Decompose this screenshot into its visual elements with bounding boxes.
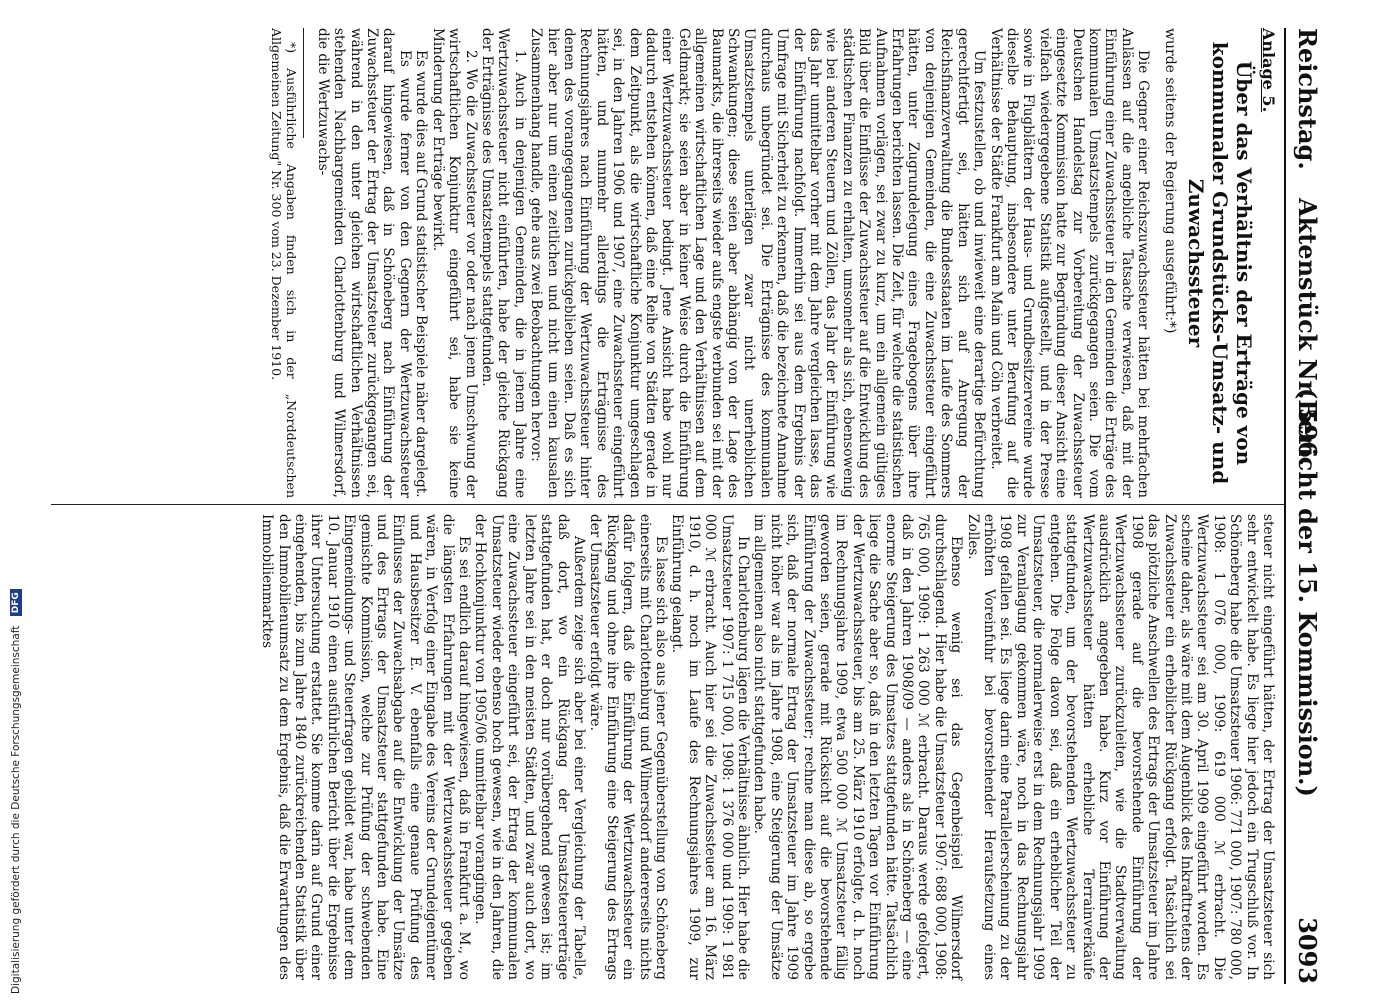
digitization-credit-text: Digitalisierung gefördert durch die Deutsche Forschungsgemeinschaft — [10, 625, 22, 994]
paragraph: Es sei endlich darauf hingewiesen, daß in Frankfurt a. M., wo die längsten Erfahrungen mit der Wertzuwachssteuer gegeben wären, in Verfolg einer Eingabe des Vereins der Grundeigentümer und Hausbesitzer E. V. ebenfalls eine genaue Prüfung des Einflusses der Zuwachsabgabe auf die Entwicklung der Umsätze und des Ertrags der Umsatzsteuer stattgefunden habe. Eine gemischte Kommission, welche zur Prüfung der schwebenden Eingemeindungs- und Steuerfragen gebildet war, habe unter dem 10. Januar 1910 einen ausführlichen Bericht über die Ergebnisse ihrer Untersuchung erstattet. Sie komme darin auf Grund einer eingehenden, bis zum Jahre 1840 zurückreichenden Statistik über den Immobilienumsatz zu dem Ergebnis, daß die Erwartungen des Immobilienmarktes — [259, 514, 473, 980]
dfg-logo: DFG — [10, 589, 22, 616]
rotated-page — [41, 4, 1336, 1004]
header-document-number: Aktenstück Nr. 596. — [1293, 198, 1322, 467]
paragraph: Ebenso wenig sei das Gegenbeispiel Wilmersdorf durchschlagend. Hier habe die Umsatzsteuer 1907: 688 000, 1908: 765 000, 1909: 1 263 000 ℳ erbracht. Daraus werde gefolgert, daß in den Jahren 1908/09 — anders als in Schöneberg — eine enorme Steigerung des Umsatzes stattgefunden hätte. Tatsächlich liege die Sache aber so, daß in den letzten Tagen vor Einführung der Wertzuwachssteuer, bis am 25. März 1910 erfolgte, d. h. noch im Rechnungsjahre 1909, etwa 500 000 ℳ Umsatzsteuer fällig geworden seien, gerade mit Rücksicht auf die bevorstehende Einführung der Zuwachssteuer; rechne man diese ab, so ergebe sich, daß der normale Ertrag der Umsatzsteuer im Jahre 1909 nicht höher war als im Jahre 1908, eine Steigerung der Umsätze im allgemeinen also nicht stattgefunden habe. — [751, 514, 965, 980]
paragraph: 1. Auch in denjenigen Gemeinden, die in jenem Jahre eine Wertzuwachssteuer nicht einführten, habe der gleiche Rückgang der Erträgnisse des Umsatzstempels stattgefunden. — [478, 28, 528, 498]
footnote: *) Ausführliche Angaben finden sich in der „Norddeutschen Allgemeinen Zeitung" Nr. 300 vom 23. Dezember 1910. — [269, 28, 300, 498]
footnote-rule — [303, 28, 304, 138]
paragraph: 2. Wo die Zuwachssteuer vor oder nach jenem Umschwung der wirtschaftlichen Konjunktur eingeführt sei, habe sie keine Minderung der Erträge bewirkt. — [429, 28, 479, 498]
paragraph: steuer nicht eingeführt hätten, der Ertrag der Umsatzsteuer sich sehr entwickelt habe. Es liege hier jedoch ein Trugschluß vor. In Schöneberg habe die Umsatzsteuer 1906: 771 000, 1907: 780 000, 1908: 1 076 000, 1909: 619 000 ℳ erbracht. Die Wertzuwachssteuer sei am 30. April 1909 eingeführt worden. Es scheine daher, als wäre mit dem Augenblick des Inkrafttretens der Zuwachssteuer ein erheblicher Rückgang erfolgt. Tatsächlich sei das plötzliche Anschwellen des Ertrags der Umsatzsteuer im Jahre 1908 gerade auf die bevorstehende Einführung der Wertzuwachssteuer zurückzuleiten, wie die Stadtverwaltung ausdrücklich angegeben habe. Kurz vor Einführung der Wertzuwachssteuer hätten erhebliche Terrainverkäufe stattgefunden, um der bevorstehenden Wertzuwachssteuer zu entgehen. Die Folge davon sei, daß ein erheblicher Teil der Umsatzsteuer, die normalerweise erst in dem Rechnungsjahr 1909 zur Veranlagung gekommen wäre, noch in das Rechnungsjahr 1908 gefallen sei. Es liege darin eine Parallelerscheinung zu der erhöhten Voreinfuhr bei bevorstehender Heraufsetzung eines Zolles. — [964, 514, 1276, 980]
left-column — [51, 28, 1276, 498]
header-report-title: (Bericht der 15. Kommission.) — [1293, 388, 1322, 797]
page-number: 3093 — [1293, 917, 1322, 984]
paragraph: Um festzustellen, ob und inwieweit eine derartige Befürchtung gerechtfertigt sei, hätten sich auf Anregung der Reichsfinanzverwaltung die Bundesstaaten im Laufe des Sommers von denjenigen Gemeinden, die eine Zuwachssteuer eingeführt hätten, unter Zugrundelegung eines Fragebogens über ihre Erfahrungen berichten lassen. Die Zeit, für welche die statistischen Aufnahmen vorlägen, sei zwar zu kurz, um ein allgemein gültiges Bild über die Einflüsse der Zuwachssteuer auf die Entwicklung des städtischen Finanzen zu erhalten, umsomehr als sich, ebensowenig wie bei anderen Steuern und Zöllen, das Jahr der Einführung wie das Jahr unmittelbar vorher mit dem Jahre vergleichen lasse, das der Einführung nachfolgt. Immerhin sei aus dem Ergebnis der Umfrage mit Sicherheit zu erkennen, daß die bezeichnete Annahme durchaus unbegründet sei. Die Erträgnisse des kommunalen Umsatzstempels unterlägen zwar nicht unerheblichen Schwankungen; diese seien aber abhängig von der Lage des Baumarkts, die ihrerseits wieder aufs engste verbunden sei mit der allgemeinen wirtschaftlichen Lage und den Verhältnissen auf dem Geldmarkt; sie seien aber in keiner Weise durch die Einführung einer Wertzuwachssteuer bedingt. Jene Ansicht habe wohl nur dadurch entstehen können, daß eine Reihe von Städten gerade in dem Zeitpunkt, als die wirtschaftliche Konjunktur umgeschlagen sei, in den Jahren 1906 und 1907, eine Zuwachssteuer eingeführt hätten, und nunmehr allerdings die Erträgnisse des Rechnungsjahres nach Einführung der Wertzuwachssteuer hinter denen des vorangegangenen zurückgeblieben seien. Daß es sich hier aber nur um einen zeitlichen und nicht um einen kausalen Zusammenhang handle, gehe aus zwei Beobachtungen hervor: — [528, 28, 988, 498]
paragraph: Es wurde ferner von den Gegnern der Wertzuwachssteuer darauf hingewiesen, daß in Schöneberg nach Einführung der Zuwachssteuer der Ertrag der Umsatzsteuer zurückgegangen sei, während in den unter gleichen wirtschaftlichen Verhältnissen stehenden Nachbargemeinden Charlottenburg und Wilmersdorf, die die Wertzuwachs- — [314, 28, 413, 498]
header-left: Reichstag. — [1293, 28, 1322, 170]
article-title: Über das Verhältnis der Erträge von kommunaler Grundstücks-Umsatz- und Zuwachssteuer — [1183, 41, 1256, 485]
paragraph: Außerdem zeige sich aber bei einer Vergleichung der Tabelle, daß dort, wo ein Rückgang der Umsatzsteuererträge stattgefunden hat, er doch nur vorübergehend gewesen ist; im letzten Jahre sei in den meisten Städten, und zwar auch dort, wo eine Zuwachssteuer eingeführt sei, der Ertrag der kommunalen Umsatzsteuer wieder ebenso hoch gewesen, wie in den Jahren, die der Hochkonjunktur von 1905/06 unmittelbar vorangingen. — [472, 514, 587, 980]
paragraph: Die Gegner einer Reichszuwachssteuer hätten bei mehrfachen Anlässen auf die angebliche Tatsache verwiesen, daß mit der Einführung einer Zuwachssteuer in den Gemeinden die Erträge des kommunalen Umsatzstempels zurückgegangen seien. Die vom Deutschen Handelstag zur Vorbereitung der Zuwachssteuer eingesetzte Kommission hatte zur Begründung dieser Ansicht eine vielfach wiedergegebene Statistik aufgestellt, und in der Presse sowie in Flugblättern der Haus- und Grundbesitzervereine wurde dieselbe Behauptung, insbesondere unter Berufung auf die Verhältnisse der Städte Frankfurt am Main und Cöln verbreitet. — [987, 28, 1152, 498]
right-column — [51, 514, 1276, 980]
byline: wurde seitens der Regierung ausgeführt:*) — [1161, 28, 1178, 334]
digitization-credit — [10, 14, 26, 994]
page-header — [1284, 28, 1326, 984]
annex-label: Anlage 5. — [1259, 28, 1278, 113]
paragraph: In Charlottenburg lägen die Verhältnisse ähnlich. Hier habe die Umsatzsteuer 1907: 1 715 000, 1908: 1 376 000 und 1909: 1 981 000 ℳ erbracht. Auch hier sei die Zuwachssteuer am 16. März 1910, d. h. noch im Laufe des Rechnungsjahres 1909, zur Einführung gelangt. — [669, 514, 751, 980]
paragraph: Es wurde dies auf Grund statistischer Beispiele näher dargelegt. — [413, 50, 430, 498]
paragraph: Es lasse sich also aus jener Gegenüberstellung von Schöneberg einerseits mit Charlottenburg und Wilmersdorf andererseits nichts dafür folgern, daß die Einführung der Wertzuwachssteuer ein Rückgang und ohne ihre Einführung eine Steigerung des Ertrags der Umsatzsteuer erfolgt wäre. — [587, 514, 669, 980]
column-divider — [51, 504, 1284, 505]
